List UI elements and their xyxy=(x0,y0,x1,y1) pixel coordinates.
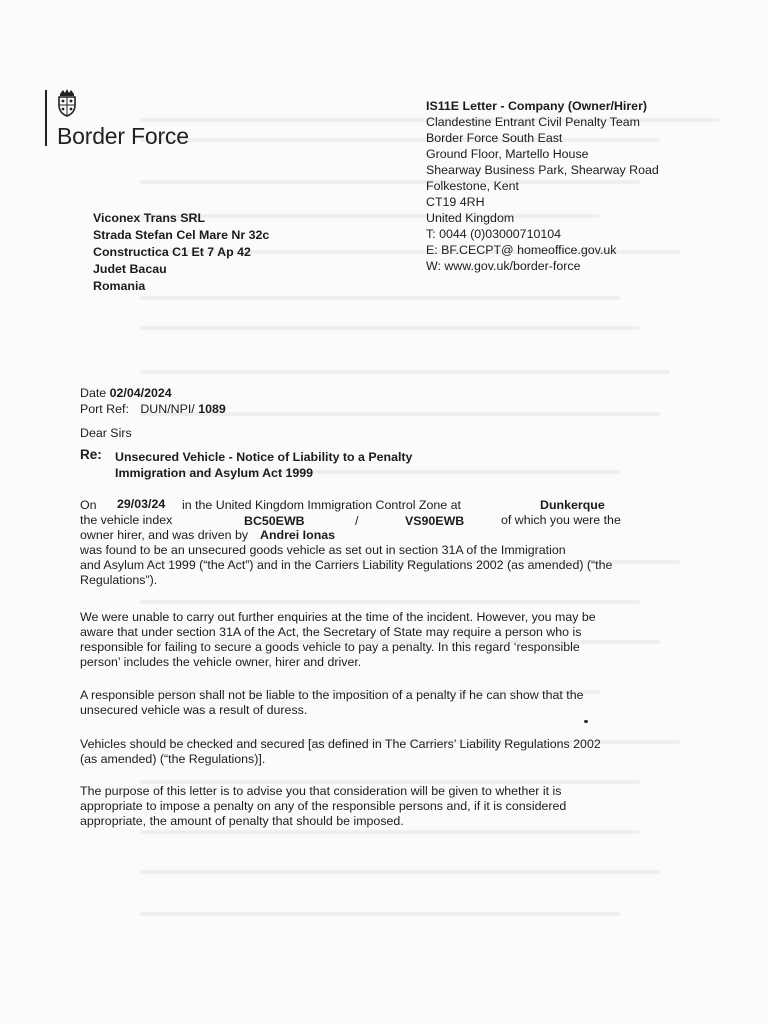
form-title: IS11E Letter - Company (Owner/Hirer) xyxy=(426,99,648,113)
paragraph-line: Vehicles should be checked and secured [as defined in The Carriers’ Liability Regulations 2002 xyxy=(80,737,601,751)
sender-line: Folkestone, Kent xyxy=(426,179,519,193)
brand-name: Border Force xyxy=(57,123,189,149)
paragraph-line: (as amended) (“the Regulations)]. xyxy=(80,752,266,766)
recipient-line: Viconex Trans SRL xyxy=(93,211,206,225)
checked-paragraph xyxy=(80,737,640,767)
sender-line: Border Force South East xyxy=(426,131,563,145)
zone-text: in the United Kingdom Immigration Control Zone at xyxy=(182,498,461,512)
port-ref-label: Port Ref: xyxy=(80,402,129,416)
vehicle-index-1: BC50EWB xyxy=(244,514,305,528)
scan-speck xyxy=(584,720,588,723)
paragraph-line: aware that under section 31A of the Act, the Secretary of State may require a person who is xyxy=(80,625,582,639)
incident-line-4: was found to be an unsecured goods vehicle as set out in section 31A of the Immigration xyxy=(80,543,566,557)
sender-line: Ground Floor, Martello House xyxy=(426,147,589,161)
subject-line-1: Unsecured Vehicle - Notice of Liability to a Penalty xyxy=(115,450,413,464)
index-label: the vehicle index xyxy=(80,513,173,527)
driver-name: Andrei Ionas xyxy=(260,528,336,542)
sender-website: W: www.gov.uk/border-force xyxy=(426,259,581,273)
paragraph-line: A responsible person shall not be liable to the imposition of a penalty if he can show that the xyxy=(80,688,584,702)
driven-text: owner hirer, and was driven by xyxy=(80,528,249,542)
subject-text xyxy=(115,449,412,481)
port-ref-prefix: DUN/NPI/ xyxy=(140,402,195,416)
owner-text: of which you were the xyxy=(501,513,621,527)
sender-line: United Kingdom xyxy=(426,211,515,225)
sender-address-block xyxy=(426,98,659,274)
sender-line: Shearway Business Park, Shearway Road xyxy=(426,163,659,177)
date-label: Date xyxy=(80,386,107,400)
paragraph-line: appropriate, the amount of penalty that should be imposed. xyxy=(80,814,404,828)
recipient-line: Constructica C1 Et 7 Ap 42 xyxy=(93,245,251,259)
port-ref-number: 1089 xyxy=(198,402,226,416)
incident-line-5: and Asylum Act 1999 (“the Act”) and in the Carriers Liability Regulations 2002 (as amended) (“the xyxy=(80,558,613,572)
recipient-line: Strada Stefan Cel Mare Nr 32c xyxy=(93,228,270,242)
sender-phone: T: 0044 (0)03000710104 xyxy=(426,227,562,241)
incident-location: Dunkerque xyxy=(540,498,605,512)
vehicle-index-2: VS90EWB xyxy=(405,514,465,528)
paragraph-line: person’ includes the vehicle owner, hirer and driver. xyxy=(80,655,362,669)
recipient-line: Romania xyxy=(93,279,146,293)
port-ref-line xyxy=(80,402,226,416)
royal-crest-icon xyxy=(56,87,78,117)
index-separator: / xyxy=(355,514,359,528)
paragraph-line: The purpose of this letter is to advise you that consideration will be given to whether it is xyxy=(80,784,562,798)
date-line xyxy=(80,386,172,400)
recipient-line: Judet Bacau xyxy=(93,262,167,276)
purpose-paragraph xyxy=(80,784,640,829)
on-label: On xyxy=(80,498,97,512)
recipient-address-block xyxy=(93,210,269,295)
sender-email: E: BF.CECPT@ homeoffice.gov.uk xyxy=(426,243,617,257)
paragraph-line: appropriate to impose a penalty on any of the responsible persons and, if it is considered xyxy=(80,799,567,813)
subject-line-2: Immigration and Asylum Act 1999 xyxy=(115,466,314,480)
enquiries-paragraph xyxy=(80,610,640,670)
sender-line: Clandestine Entrant Civil Penalty Team xyxy=(426,115,640,129)
salutation: Dear Sirs xyxy=(80,426,132,440)
incident-line-6: Regulations”). xyxy=(80,573,158,587)
paragraph-line: unsecured vehicle was a result of duress. xyxy=(80,703,308,717)
duress-paragraph xyxy=(80,688,640,718)
subject-label: Re: xyxy=(80,447,102,462)
incident-date: 29/03/24 xyxy=(117,497,166,511)
sender-line: CT19 4RH xyxy=(426,195,485,209)
date-value: 02/04/2024 xyxy=(109,386,172,400)
paragraph-line: We were unable to carry out further enquiries at the time of the incident. However, you may be xyxy=(80,610,596,624)
logo-divider xyxy=(45,90,47,146)
paragraph-line: responsible for failing to secure a goods vehicle to pay a penalty. In this regard ‘responsible xyxy=(80,640,580,654)
